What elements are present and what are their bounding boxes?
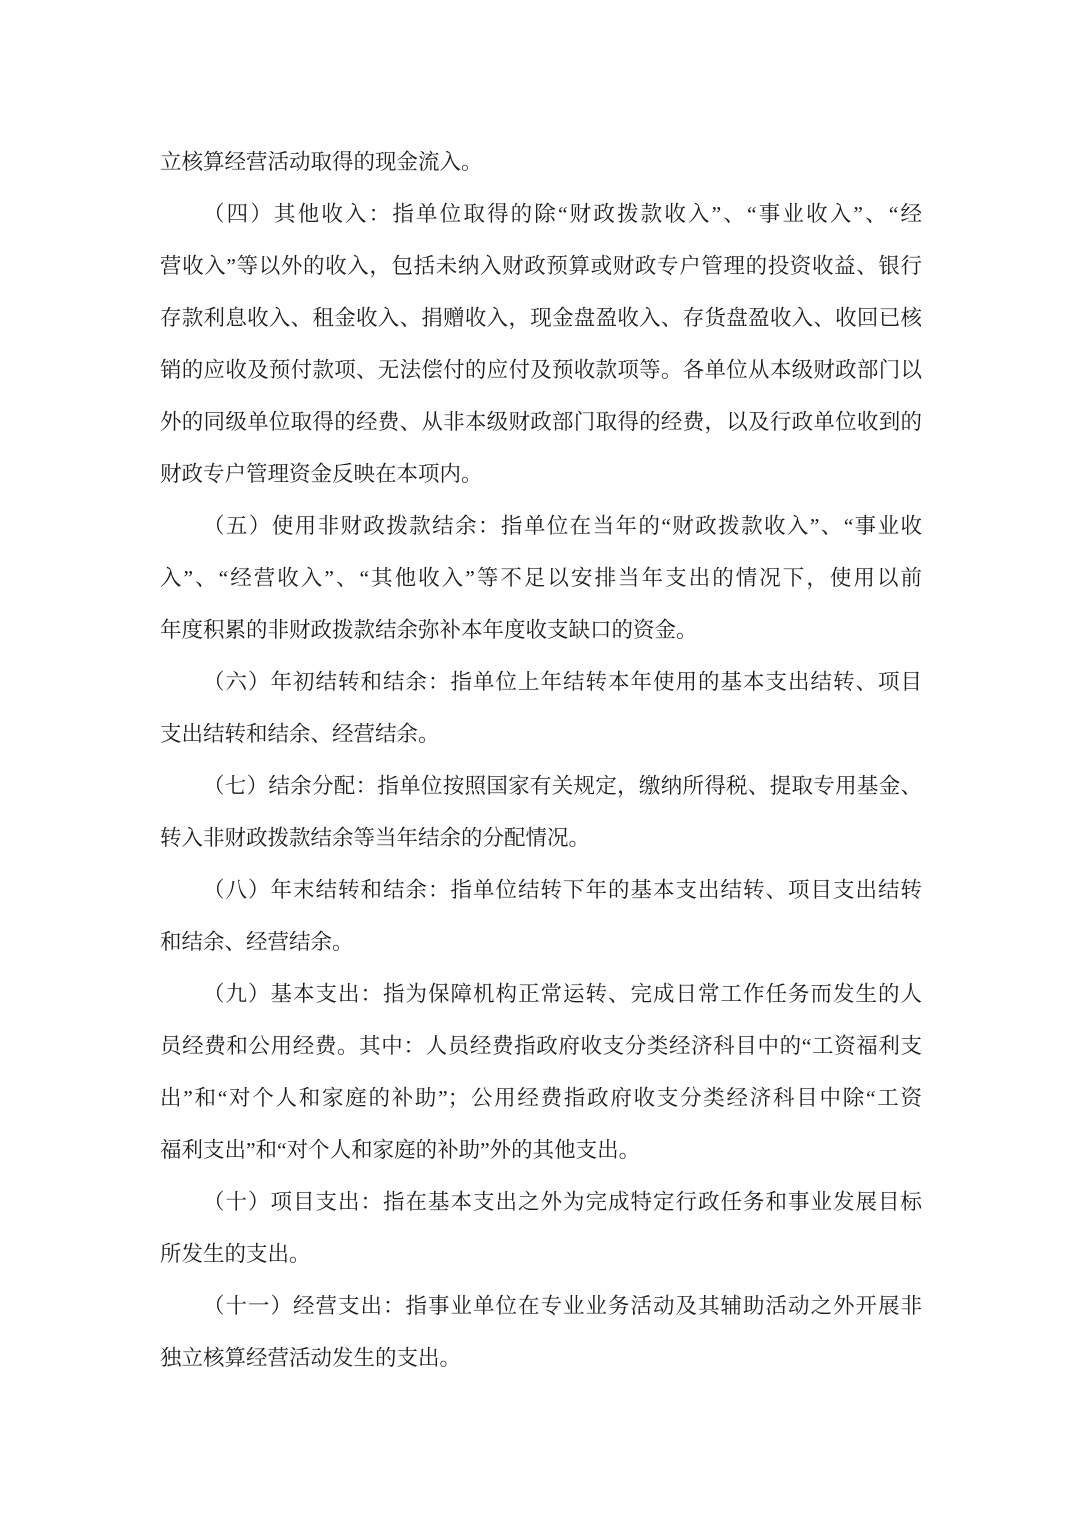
text-line: （八）年末结转和结余：指单位结转下年的基本支出结转、项目支出结转 [203,878,922,902]
paragraph-5 [160,760,922,864]
text-line: （十）项目支出：指在基本支出之外为完成特定行政任务和事业发展目标 [203,1190,922,1214]
text-line: （十一）经营支出：指事业单位在专业业务活动及其辅助活动之外开展非 [203,1294,922,1318]
text-line: （四）其他收入：指单位取得的除“财政拨款收入”、“事业收入”、“经 [203,202,922,226]
text-line: 出”和“对个人和家庭的补助”；公用经费指政府收支分类经济科目中除“工资 [160,1086,922,1110]
text-line: （九）基本支出：指为保障机构正常运转、完成日常工作任务而发生的人 [203,982,922,1006]
paragraph-4 [160,656,922,760]
text-line: 转入非财政拨款结余等当年结余的分配情况。 [160,826,591,850]
text-line: 和结余、经营结余。 [160,930,354,954]
text-line: 独立核算经营活动发生的支出。 [160,1346,462,1370]
text-line: 支出结转和结余、经营结余。 [160,722,440,746]
paragraph-2 [160,188,922,500]
paragraph-6 [160,864,922,968]
text-line: （五）使用非财政拨款结余：指单位在当年的“财政拨款收入”、“事业收 [203,514,922,538]
text-line: 入”、“经营收入”、“其他收入”等不足以安排当年支出的情况下，使用以前 [160,566,922,590]
text-line: 立核算经营活动取得的现金流入。 [160,150,483,174]
paragraph-3 [160,500,922,656]
text-line: 销的应收及预付款项、无法偿付的应付及预收款项等。各单位从本级财政部门以 [160,358,922,382]
text-line: 员经费和公用经费。其中：人员经费指政府收支分类经济科目中的“工资福利支 [160,1034,922,1058]
paragraph-7 [160,968,922,1176]
text-line: 所发生的支出。 [160,1242,311,1266]
text-block [160,136,922,1384]
text-line: 外的同级单位取得的经费、从非本级财政部门取得的经费，以及行政单位收到的 [160,410,922,434]
text-line: 年度积累的非财政拨款结余弥补本年度收支缺口的资金。 [160,618,698,642]
text-line: 福利支出”和“对个人和家庭的补助”外的其他支出。 [160,1138,641,1162]
text-line: （七）结余分配：指单位按照国家有关规定，缴纳所得税、提取专用基金、 [203,774,922,798]
text-line: （六）年初结转和结余：指单位上年结转本年使用的基本支出结转、项目 [203,670,922,694]
text-line: 营收入”等以外的收入，包括未纳入财政预算或财政专户管理的投资收益、银行 [160,254,922,278]
paragraph-1 [160,136,922,188]
paragraph-8 [160,1176,922,1280]
paragraph-9 [160,1280,922,1384]
text-line: 存款利息收入、租金收入、捐赠收入，现金盘盈收入、存货盘盈收入、收回已核 [160,306,922,330]
text-line: 财政专户管理资金反映在本项内。 [160,462,483,486]
